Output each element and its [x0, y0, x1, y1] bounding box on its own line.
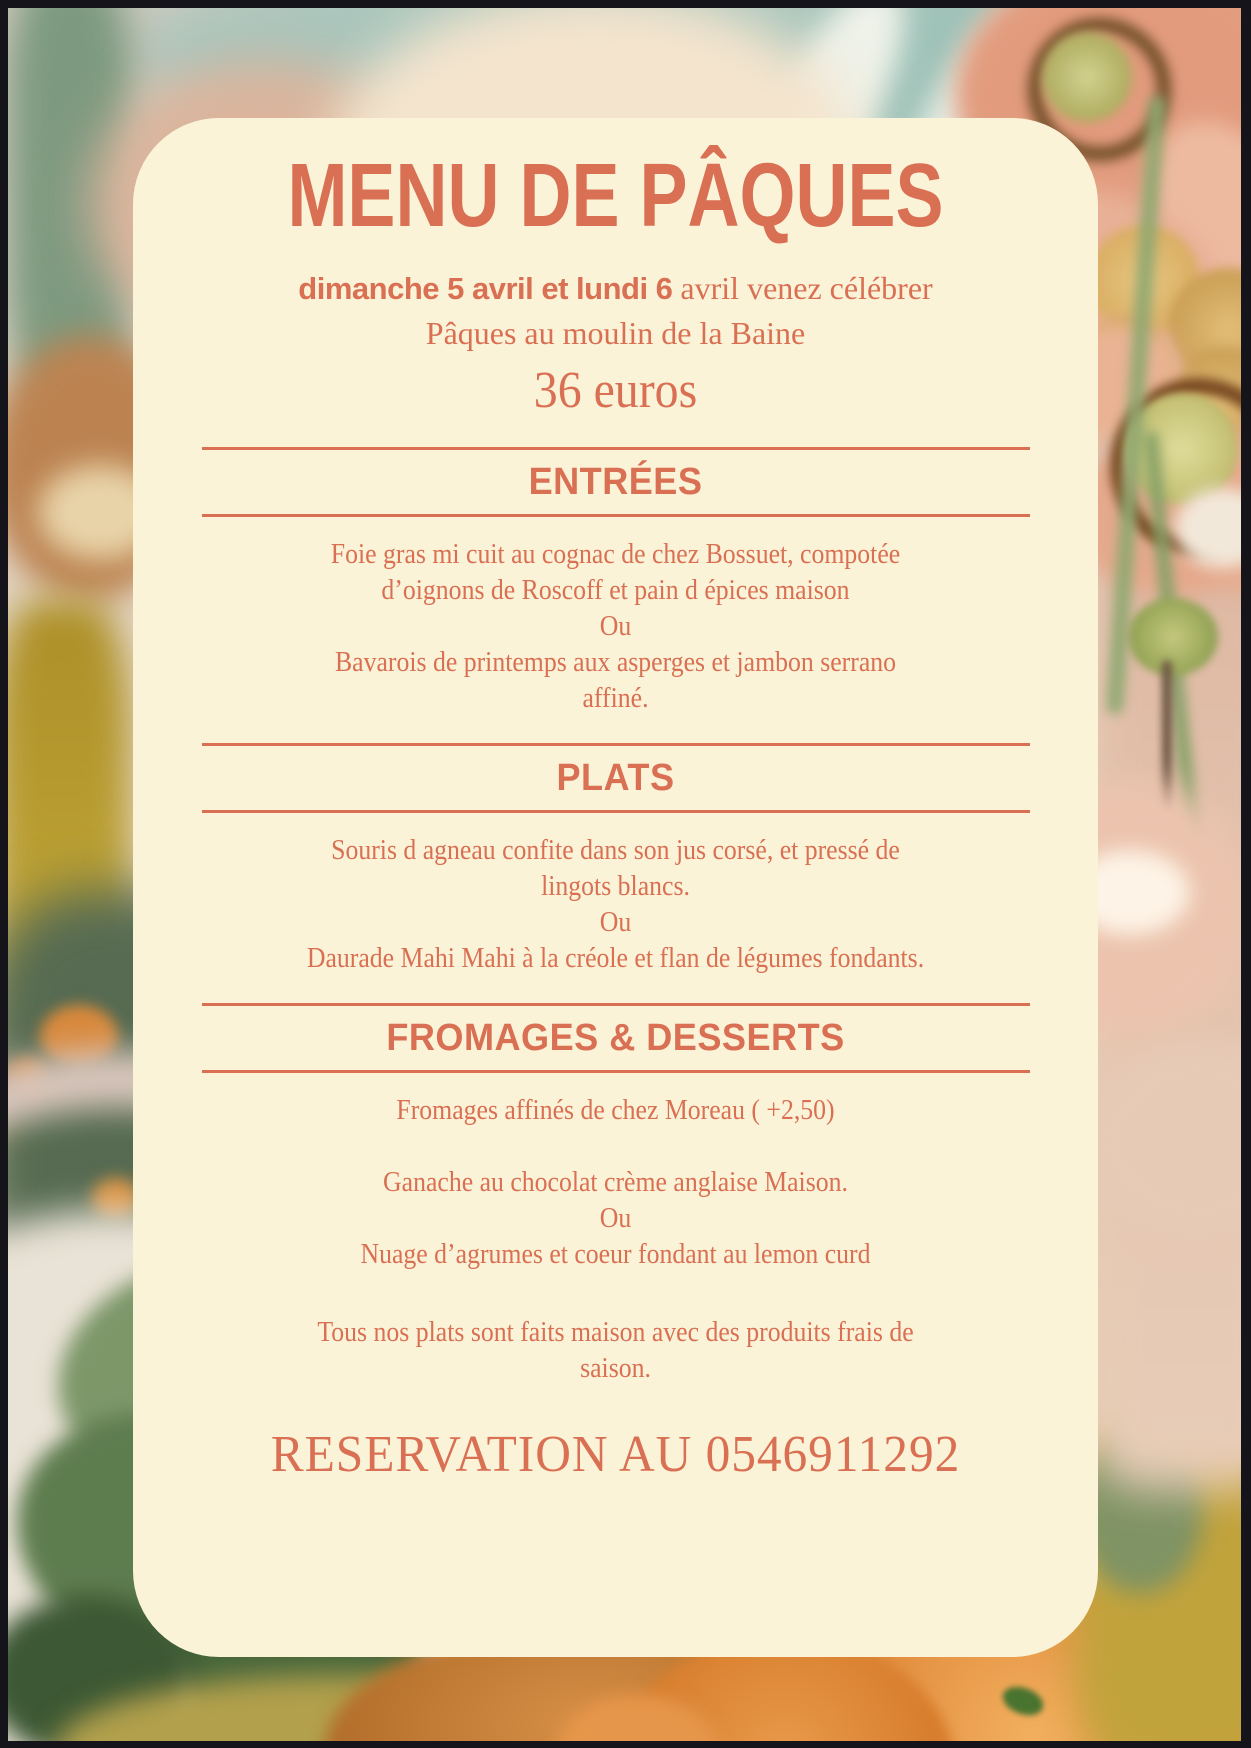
footer-note — [198, 1315, 1033, 1387]
intro-line-1-rest: avril venez célébrer — [672, 269, 933, 306]
frame-bottom-edge — [0, 1741, 1251, 1748]
menu-title: MENU DE PÂQUES — [287, 146, 944, 246]
intro-line-2: Pâques au moulin de la Baine — [425, 314, 806, 351]
frame-top-edge — [0, 0, 1251, 8]
menu-item-line: Ganache au chocolat crème anglaise Maison. — [383, 1166, 848, 1198]
menu-item-line: Foie gras mi cuit au cognac de chez Bossuet, compotée — [330, 538, 901, 570]
menu-card — [133, 118, 1098, 1657]
menu-item-line: Nuage d’agrumes et coeur fondant au lemon curd — [360, 1238, 871, 1270]
section-divider — [202, 810, 1030, 813]
frame-left-edge — [0, 0, 8, 1748]
section-divider — [202, 1070, 1030, 1073]
section-entrees-items — [198, 537, 1033, 717]
section-divider — [202, 743, 1030, 746]
section-heading-plats: PLATS — [556, 756, 675, 799]
menu-price: 36 euros — [533, 361, 698, 419]
menu-item-line: Daurade Mahi Mahi à la créole et flan de légumes fondants. — [306, 942, 925, 974]
cosmos-flower-center — [1042, 32, 1132, 122]
green-bud-photo — [1128, 598, 1218, 676]
section-divider — [202, 1003, 1030, 1006]
menu-item-line: affiné. — [582, 682, 649, 714]
menu-item-line: Ou — [599, 1202, 632, 1234]
menu-item-line-spacer — [231, 1129, 999, 1165]
menu-item-line: Bavarois de printemps aux asperges et jambon serrano — [334, 646, 897, 678]
section-divider — [202, 514, 1030, 517]
menu-item-line: Ou — [599, 906, 632, 938]
menu-item-line: d’oignons de Roscoff et pain d épices maison — [381, 574, 850, 606]
section-desserts-items — [198, 1093, 1033, 1273]
section-heading-fromages-desserts: FROMAGES & DESSERTS — [386, 1016, 845, 1059]
footer-note-line: saison. — [580, 1352, 651, 1384]
intro-line-1 — [198, 266, 1033, 311]
menu-item-line: lingots blancs. — [541, 870, 690, 902]
reservation-text: RESERVATION AU 0546911292 — [270, 1425, 961, 1483]
menu-item-line: Souris d agneau confite dans son jus corsé, et pressé de — [331, 834, 900, 866]
menu-item-line: Ou — [599, 610, 632, 642]
section-heading-entrees: ENTRÉES — [528, 460, 703, 503]
section-plats-items — [198, 833, 1033, 977]
intro-line-1-dates: dimanche 5 avril et lundi 6 — [298, 270, 673, 306]
menu-item-line: Fromages affinés de chez Moreau ( +2,50) — [396, 1094, 835, 1126]
footer-note-line: Tous nos plats sont faits maison avec des produits frais de — [317, 1316, 914, 1348]
frame-right-edge — [1241, 0, 1251, 1748]
section-divider — [202, 447, 1030, 450]
